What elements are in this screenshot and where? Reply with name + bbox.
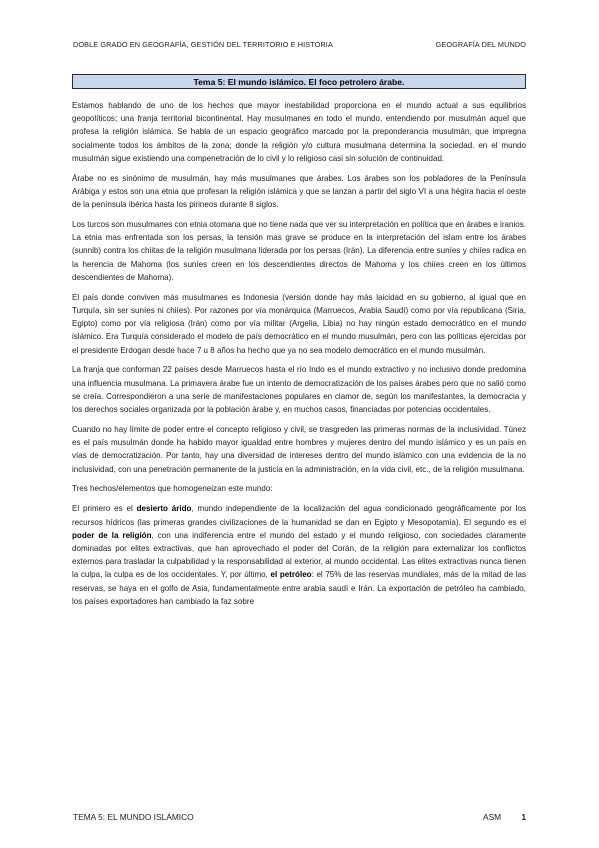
paragraph-three-facts-intro: Tres hechos/elementos que homogeneizan este mundo: — [72, 484, 273, 494]
paragraph-intro: Estamos hablando de uno de los hechos que mayor inestabilidad proporciona en el mundo actual a sus equilibrios geopolíticos; una franja territorial bicontinental. Hay musulmanes en todo el mundo, entendiendo por musulmán aquel que profesa la religión islámica. Se habla de un espacio geográfico marcado por la preponderancia musulmán, que impregna socialmente todos los ámbitos de la zona; donde la religión y/o cultura musulmana determina la sociedad. en el mundo musulmán sigue existiendo una compenetración de lo civil y lo religioso casi sin solución de continuidad. — [72, 101, 526, 163]
bold-desert: desierto árido — [136, 504, 192, 514]
paragraph-three-facts — [72, 502, 526, 608]
paragraph-indonesia: El país donde conviven más musulmanes es Indonesia (versión donde hay más laicidad en su gobierno, al igual que en Turquía, sin ser suníes ni chiíes). Por razones por vía monárquica (Marruecos, Arabia Saudí) como por vía republicana (Siria, Egipto) como por vía religiosa (Irán) como por vía militar (Argelia, Libia) no hay ningún estado democrático en el mundo islámico. Era Turquía considerado el modelo de país democrático en el mundo musulmán, pero con las políticas ejercidas por el presidente Erdogan desde hace 7 u 8 años ha hecho que ya no sea modelo democrático en el mundo musulmán. — [72, 292, 526, 355]
page-header — [73, 40, 526, 49]
header-subject: GEOGRAFÍA DEL MUNDO — [435, 40, 526, 49]
document-body — [72, 99, 526, 615]
page-number: 1 — [521, 812, 526, 822]
text-run: , mundo independiente de la localización del agua condicionado geográficamente por los recursos hídricos (las primeras grandes civilizaciones de la humanidad se dan en Egipto y Mesopotamia). El segundo es el — [72, 504, 527, 527]
text-run: , con una indiferencia entre el mundo del estado y el mundo religioso, con sociedades claramente dominadas por elites extractivas, que han aprovechado el poder del Corán, de la religión para externalizar los conflictos externos para trasladar la culpabilidad y la responsabilidad al exterior, al mundo occidental. Las elites extractivas nunca tienen la culpa, la culpa es de los occidentales. Y, por último, — [72, 530, 526, 580]
text-run: : el 75% de las reservas mundiales, más de la mitad de las reservas, se haya en el golfo de Asia, fundamentalmente entre arabia saudí e Irán. La exportación de petróleo ha cambiado, los países exportadores han cambiado la faz sobre — [72, 570, 526, 606]
text-run: El primero es el — [72, 504, 137, 514]
paragraph-arabs: Árabe no es sinónimo de musulmán, hay más musulmanes que árabes. Los árabes son los pobladores de la Península Arábiga y estos son una etnia que profesan la religión islámica y que se lanzan a partir del siglo VI a una hégira hacia el oeste de la península ibérica hasta los pirineos durante 8 siglos. — [72, 173, 526, 210]
paragraph-turks: Los turcos son musulmanes con etnia otomana que no tiene nada que ver su interpretación en política que en árabes e iranios. La etnia mas enfrentada son los persas, la tensión mas grave se produce en la interpretación del islam entre los árabes (sunnib) contra los chiitas de la religión musulmana liderada por los persas (Irán). La diferencia entre suníes y chiíes radica en la herencia de Mahoma (los suníes creen en los descendientes directos de Mahoma y los chiíes creen en los últimos descendientes de Mahoma). — [72, 220, 526, 282]
bold-religion: poder de la religión — [72, 530, 152, 540]
header-degree: DOBLE GRADO EN GEOGRAFÍA, GESTIÓN DEL TERRITORIO E HISTORIA — [73, 40, 333, 49]
bold-petroleum: el petróleo — [270, 570, 312, 580]
topic-title — [72, 74, 526, 89]
paragraph-arab-spring: La franja que conforman 22 países desde Marruecos hasta el río Indo es el mundo extractivo y no inclusivo donde predomina una influencia musulmana. La primavera árabe fue un intento de democratización de los países árabes pero que no salió como se creía. Correspondieron a una serie de manifestaciones populares en clamor de, según los manifestantes, la democracia y los derechos sociales organizada por la población árabe y, en muchos casos, financiadas por potencias occidentales. — [72, 365, 526, 415]
paragraph-inclusivity: Cuando no hay límite de poder entre el concepto religioso y civil, se trasgreden las primeras normas de la inclusividad. Túnez es el país musulmán donde ha habido mayor igualdad entre hombres y mujeres dentro del mundo islámico y es un país en vías de democratización. Por tanto, hay una diversidad de intereses dentro del mundo islámico con una evidencia de la no inclusividad, con una penetración permanente de la justicia en la administración, en la vida civil, etc., de la religión musulmana. — [72, 424, 526, 474]
topic-title-text: Tema 5: El mundo islámico. El foco petrolero árabe. — [193, 76, 405, 87]
footer-topic: TEMA 5: EL MUNDO ISLÁMICO — [73, 812, 194, 822]
footer-author: ASM — [483, 812, 502, 822]
